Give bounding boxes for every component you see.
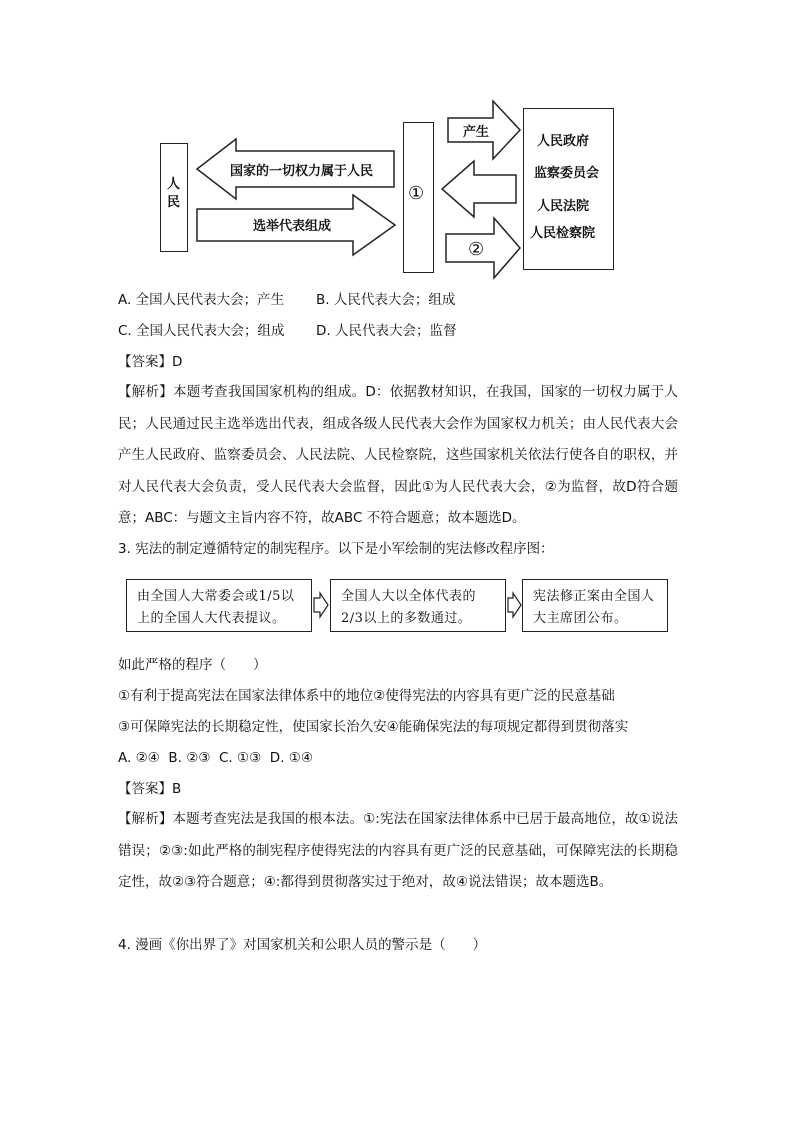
q2-option-c: C. 全国人民代表大会；组成	[118, 323, 285, 339]
q3-choices-line-1: ①有利于提高宪法在国家法律体系中的地位②使得宪法的内容具有更广泛的民意基础	[118, 688, 615, 704]
people-label: 人民	[167, 177, 181, 210]
arrow-responsible-left	[442, 161, 516, 217]
q2-analysis: 【解析】本题考查我国国家机构的组成。D：依据教材知识，在我国，国家的一切权力属于人民；人民通过民主选举选出代表，组成各级人民代表大会作为国家权力机关；由人民代表大会产生人民政府、监察委员会、人民法院、人民检察院，这些国家机关依法行使各自的职权，并对人民代表大会负责，受人民代表大会监督，因此①为人民代表大会，②为监督，故D符合题意；ABC：与题文主旨内容不符，故ABC 不符合题意；故本题选D。	[118, 384, 678, 526]
process-step-3: 宪法修正案由全国人大主席团公布。	[522, 579, 668, 632]
process-arrows	[0, 560, 794, 650]
q2-answer: 【答案】D	[118, 354, 183, 370]
q3-options: A. ②④ B. ②③ C. ①③ D. ①④	[118, 750, 313, 766]
organ-court: 人民法院	[537, 199, 590, 214]
q2-option-a: A. 全国人民代表大会；产生	[118, 292, 285, 308]
second-label: ②	[468, 239, 485, 260]
process-step-1: 由全国人大常委会或1/5以上的全国人大代表提议。	[126, 579, 312, 632]
q3-stem: 3. 宪法的制定遵循特定的制宪程序。以下是小军绘制的宪法修改程序图：	[118, 541, 554, 557]
arrow-bottom-label: 选举代表组成	[253, 219, 332, 234]
q4-stem: 4. 漫画《你出界了》对国家机关和公职人员的警示是（ ）	[118, 937, 487, 953]
organ-supervision: 监察委员会	[534, 166, 600, 181]
congress-label: ①	[408, 183, 425, 204]
q3-choices-line-2: ③可保障宪法的长期稳定性，使国家长治久安④能确保宪法的每项规定都得到贯彻落实	[118, 719, 629, 735]
process-arrow-2	[508, 593, 521, 617]
produce-label: 产生	[463, 125, 490, 140]
q2-option-d: D. 人民代表大会；监督	[316, 323, 457, 339]
q2-option-b: B. 人民代表大会；组成	[316, 292, 456, 308]
q3-answer: 【答案】B	[118, 781, 182, 797]
process-arrow-1	[314, 593, 328, 617]
q3-analysis: 【解析】本题考查宪法是我国的根本法。①:宪法在国家法律体系中已居于最高地位，故①说法错误；②③:如此严格的制宪程序使得宪法的内容具有更广泛的民意基础，可保障宪法的长期稳定性，故②③符合题意；④:都得到贯彻落实过于绝对，故④说法错误；故本题选B。	[118, 811, 678, 890]
process-step-2: 全国人大以全体代表的2/3以上的多数通过。	[330, 579, 506, 632]
q3-question: 如此严格的程序（ ）	[118, 657, 267, 673]
organ-government: 人民政府	[537, 134, 590, 149]
arrow-top-label: 国家的一切权力属于人民	[230, 164, 374, 179]
diagram-arrows	[0, 0, 794, 300]
organ-procuratorate: 人民检察院	[530, 226, 596, 241]
